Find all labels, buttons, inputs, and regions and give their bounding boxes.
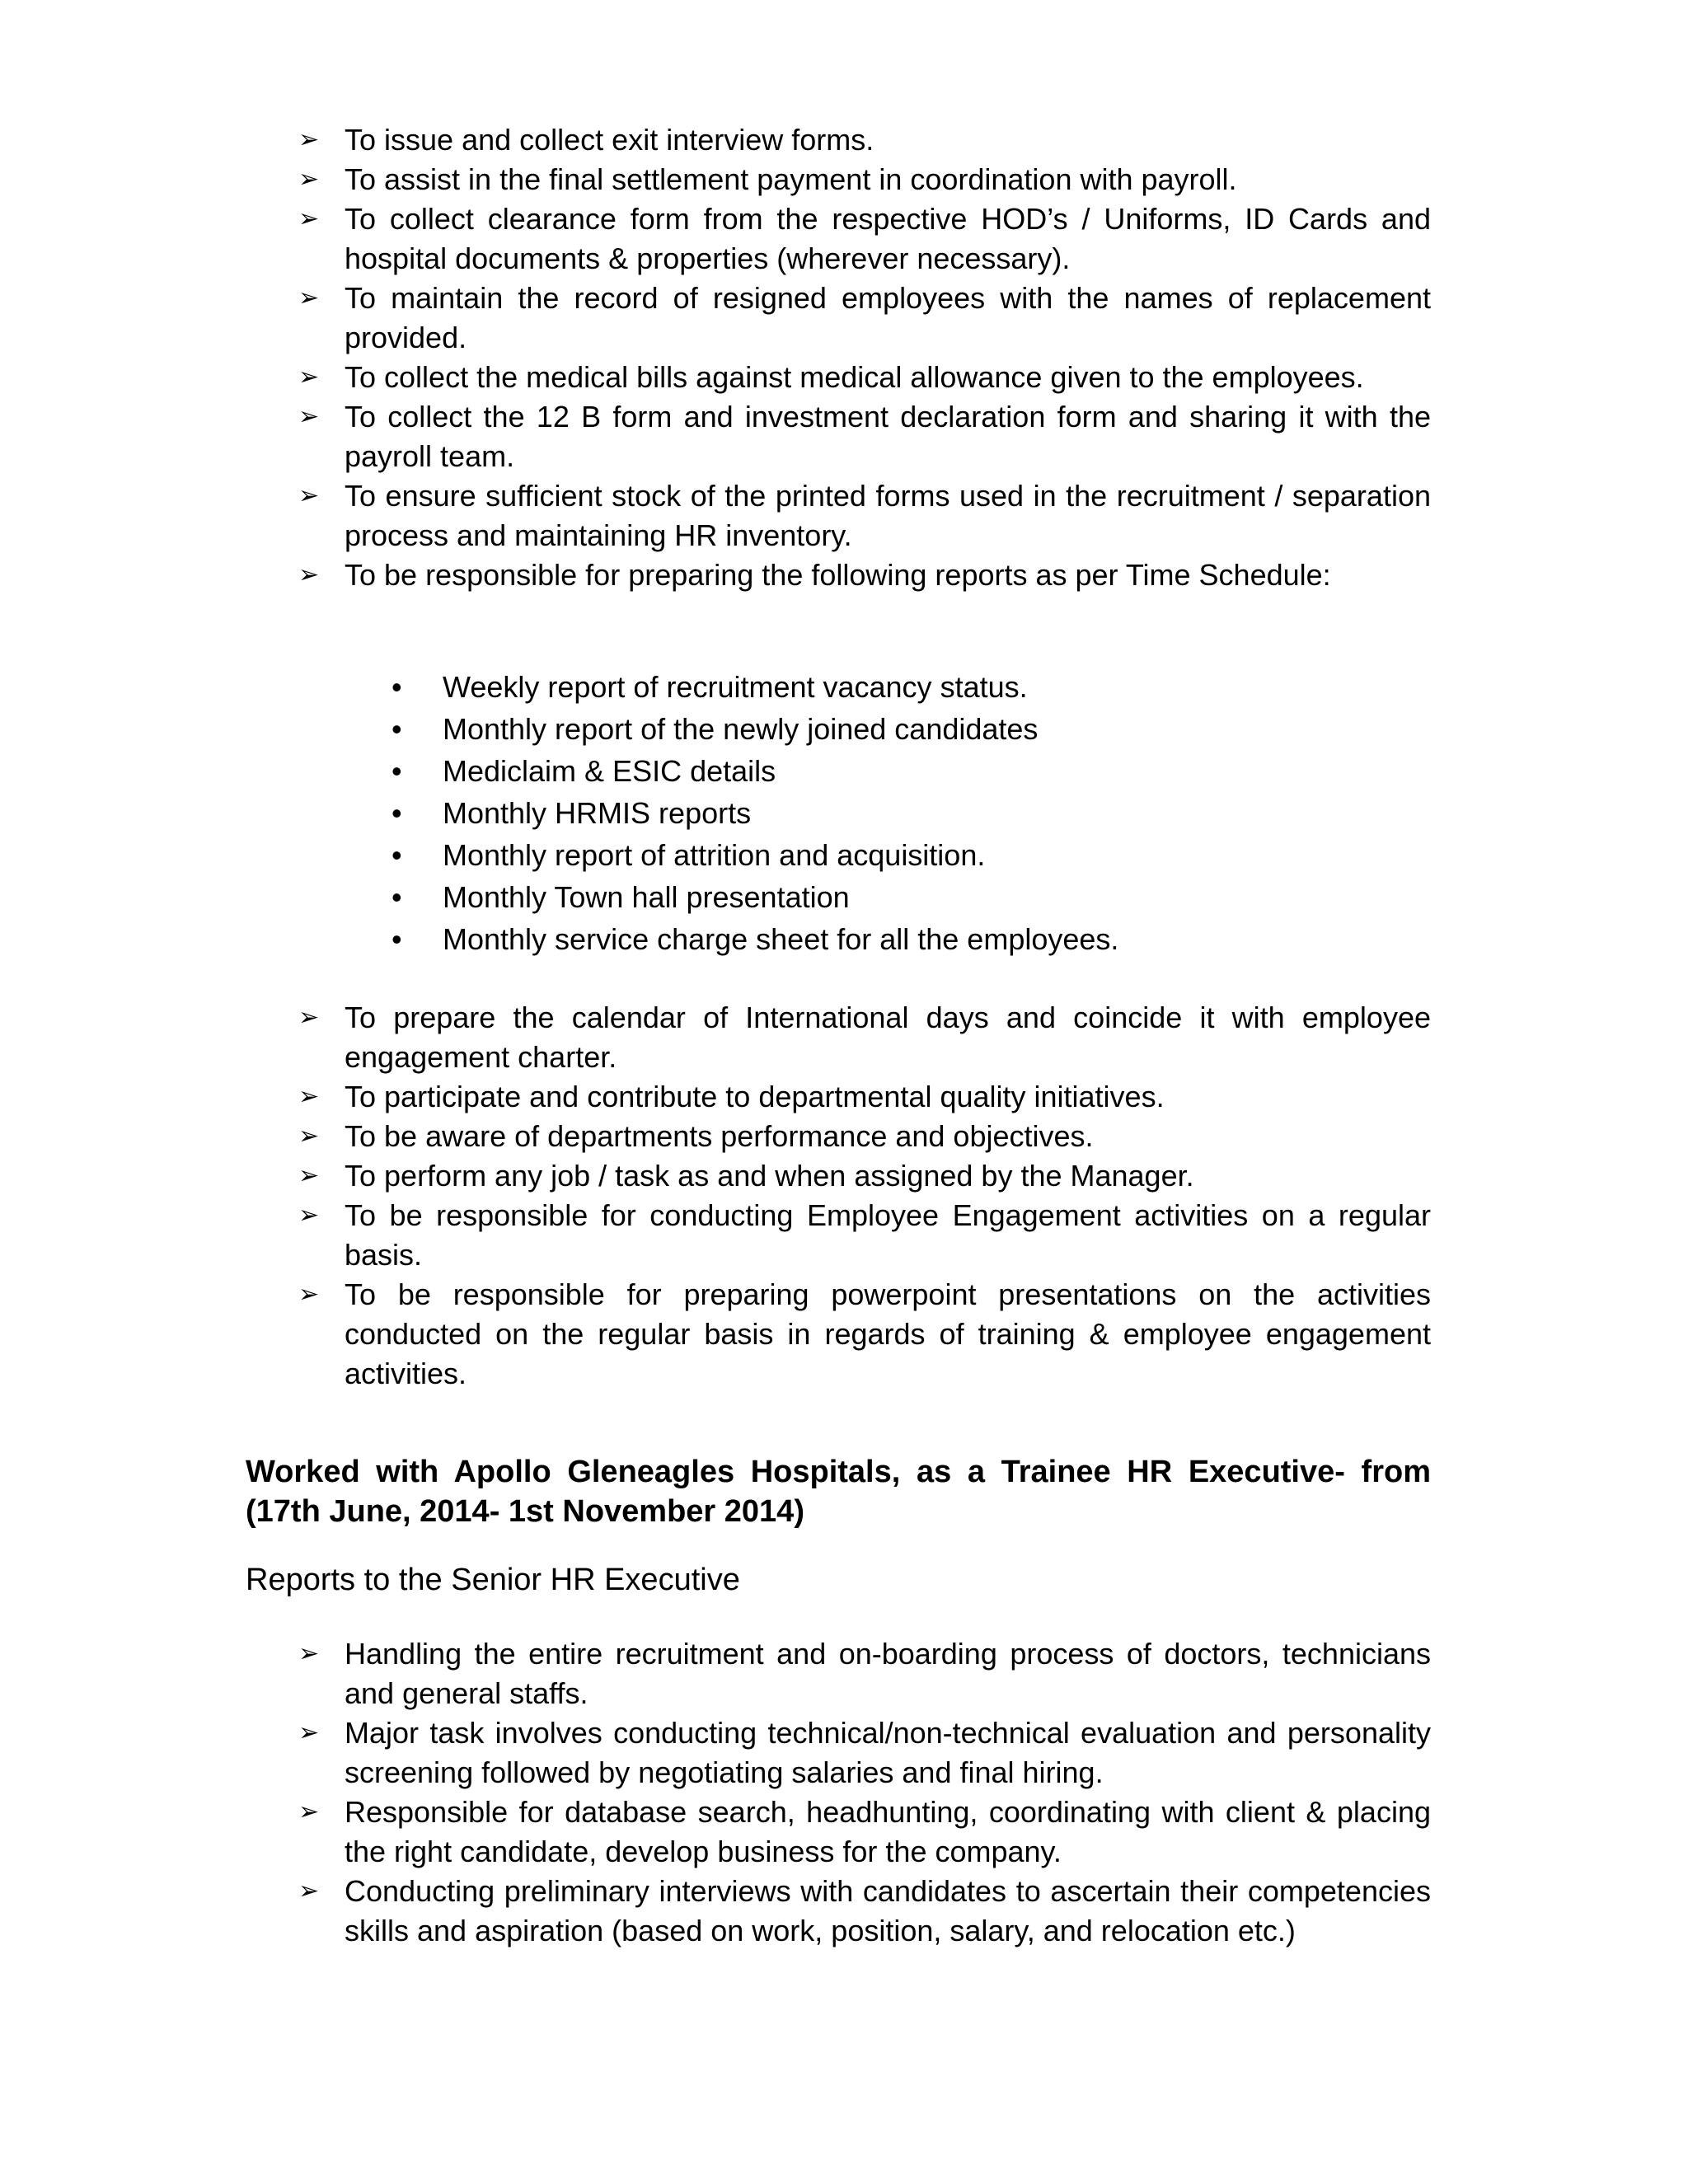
arrow-bullet-icon: ➢ bbox=[298, 560, 320, 589]
list-item bbox=[298, 160, 1431, 199]
list-item bbox=[392, 834, 1381, 876]
dot-bullet-icon: • bbox=[392, 712, 402, 746]
list-item-text: Handling the entire recruitment and on-boarding process of doctors, technicians and general staffs. bbox=[345, 1637, 1431, 1710]
list-item bbox=[298, 1872, 1431, 1951]
arrow-bullet-icon: ➢ bbox=[298, 125, 320, 154]
list-item bbox=[392, 876, 1381, 918]
responsibilities-list-middle bbox=[298, 998, 1431, 1394]
arrow-bullet-icon: ➢ bbox=[298, 1718, 320, 1747]
list-item-text: To be responsible for conducting Employee Engagement activities on a regular basis. bbox=[345, 1198, 1431, 1272]
list-item-text: Responsible for database search, headhunting, coordinating with client & placing the right candidate, develop business for the company. bbox=[345, 1795, 1431, 1868]
list-item bbox=[298, 1196, 1431, 1275]
report-name: Mediclaim & ESIC details bbox=[443, 754, 776, 788]
list-item bbox=[392, 918, 1381, 960]
dot-bullet-icon: • bbox=[392, 754, 402, 788]
list-item-text: Major task involves conducting technical/non-technical evaluation and personality screening followed by negotiating salaries and final hiring. bbox=[345, 1716, 1431, 1789]
arrow-bullet-icon: ➢ bbox=[298, 481, 320, 510]
list-item bbox=[392, 750, 1381, 792]
arrow-bullet-icon: ➢ bbox=[298, 1082, 320, 1111]
report-name: Monthly report of the newly joined candidates bbox=[443, 712, 1039, 746]
dot-bullet-icon: • bbox=[392, 922, 402, 956]
list-item bbox=[298, 1634, 1431, 1713]
list-item bbox=[392, 666, 1381, 708]
reports-list bbox=[392, 666, 1381, 960]
list-item-text: To perform any job / task as and when assigned by the Manager. bbox=[345, 1159, 1194, 1193]
list-item-text: To prepare the calendar of International days and coincide it with employee engagement charter. bbox=[345, 1001, 1431, 1074]
list-item-text: To collect clearance form from the respective HOD’s / Uniforms, ID Cards and hospital documents & properties (wherever necessary). bbox=[345, 202, 1431, 275]
list-item bbox=[298, 1156, 1431, 1196]
report-name: Monthly service charge sheet for all the employees. bbox=[443, 922, 1119, 956]
list-item-text: To maintain the record of resigned employees with the names of replacement provided. bbox=[345, 281, 1431, 354]
arrow-bullet-icon: ➢ bbox=[298, 1122, 320, 1151]
report-name: Monthly report of attrition and acquisition. bbox=[443, 838, 986, 872]
list-item-text: To be responsible for preparing the following reports as per Time Schedule: bbox=[345, 558, 1331, 592]
report-name: Monthly HRMIS reports bbox=[443, 796, 752, 830]
list-item bbox=[298, 199, 1431, 279]
list-item bbox=[298, 476, 1431, 555]
list-item-text: To be aware of departments performance and objectives. bbox=[345, 1119, 1094, 1153]
list-item-text: To be responsible for preparing powerpoint presentations on the activities conducted on the regular basis in regards of training & employee engagement activities. bbox=[345, 1277, 1431, 1390]
arrow-bullet-icon: ➢ bbox=[298, 165, 320, 194]
report-name: Monthly Town hall presentation bbox=[443, 880, 850, 914]
report-name: Weekly report of recruitment vacancy status. bbox=[443, 670, 1028, 704]
job-duties-list bbox=[298, 1634, 1431, 1951]
job-heading: Worked with Apollo Gleneagles Hospitals, as a Trainee HR Executive- from (17th June, 2014- 1st November 2014) bbox=[246, 1455, 1431, 1529]
list-item bbox=[392, 708, 1381, 750]
list-item bbox=[298, 1793, 1431, 1872]
list-item-text: To collect the medical bills against medical allowance given to the employees. bbox=[345, 360, 1364, 394]
list-item bbox=[298, 998, 1431, 1077]
list-item bbox=[298, 1077, 1431, 1117]
arrow-bullet-icon: ➢ bbox=[298, 204, 320, 233]
list-item-text: To issue and collect exit interview forms. bbox=[345, 123, 874, 157]
arrow-bullet-icon: ➢ bbox=[298, 1201, 320, 1230]
list-item bbox=[298, 555, 1431, 595]
dot-bullet-icon: • bbox=[392, 796, 402, 830]
arrow-bullet-icon: ➢ bbox=[298, 402, 320, 431]
arrow-bullet-icon: ➢ bbox=[298, 363, 320, 391]
responsibilities-list-top bbox=[298, 120, 1431, 595]
arrow-bullet-icon: ➢ bbox=[298, 1877, 320, 1905]
list-item-text: To collect the 12 B form and investment declaration form and sharing it with the payroll team. bbox=[345, 400, 1431, 473]
list-item-text: To assist in the final settlement payment in coordination with payroll. bbox=[345, 162, 1237, 196]
dot-bullet-icon: • bbox=[392, 838, 402, 872]
arrow-bullet-icon: ➢ bbox=[298, 1639, 320, 1668]
list-item bbox=[298, 120, 1431, 160]
list-item-text: To ensure sufficient stock of the printed forms used in the recruitment / separation process and maintaining HR inventory. bbox=[345, 479, 1431, 552]
arrow-bullet-icon: ➢ bbox=[298, 1003, 320, 1032]
list-item bbox=[298, 397, 1431, 476]
list-item bbox=[298, 1713, 1431, 1793]
list-item bbox=[298, 1117, 1431, 1156]
arrow-bullet-icon: ➢ bbox=[298, 1161, 320, 1190]
list-item bbox=[298, 279, 1431, 358]
dot-bullet-icon: • bbox=[392, 880, 402, 914]
arrow-bullet-icon: ➢ bbox=[298, 1280, 320, 1309]
arrow-bullet-icon: ➢ bbox=[298, 1797, 320, 1826]
dot-bullet-icon: • bbox=[392, 670, 402, 704]
list-item bbox=[392, 792, 1381, 834]
list-item-text: Conducting preliminary interviews with candidates to ascertain their competencies skills and aspiration (based on work, position, salary, and relocation etc.) bbox=[345, 1874, 1431, 1947]
arrow-bullet-icon: ➢ bbox=[298, 284, 320, 312]
list-item-text: To participate and contribute to departmental quality initiatives. bbox=[345, 1080, 1165, 1113]
reports-to-line: Reports to the Senior HR Executive bbox=[246, 1563, 740, 1597]
list-item bbox=[298, 358, 1431, 397]
list-item bbox=[298, 1275, 1431, 1394]
